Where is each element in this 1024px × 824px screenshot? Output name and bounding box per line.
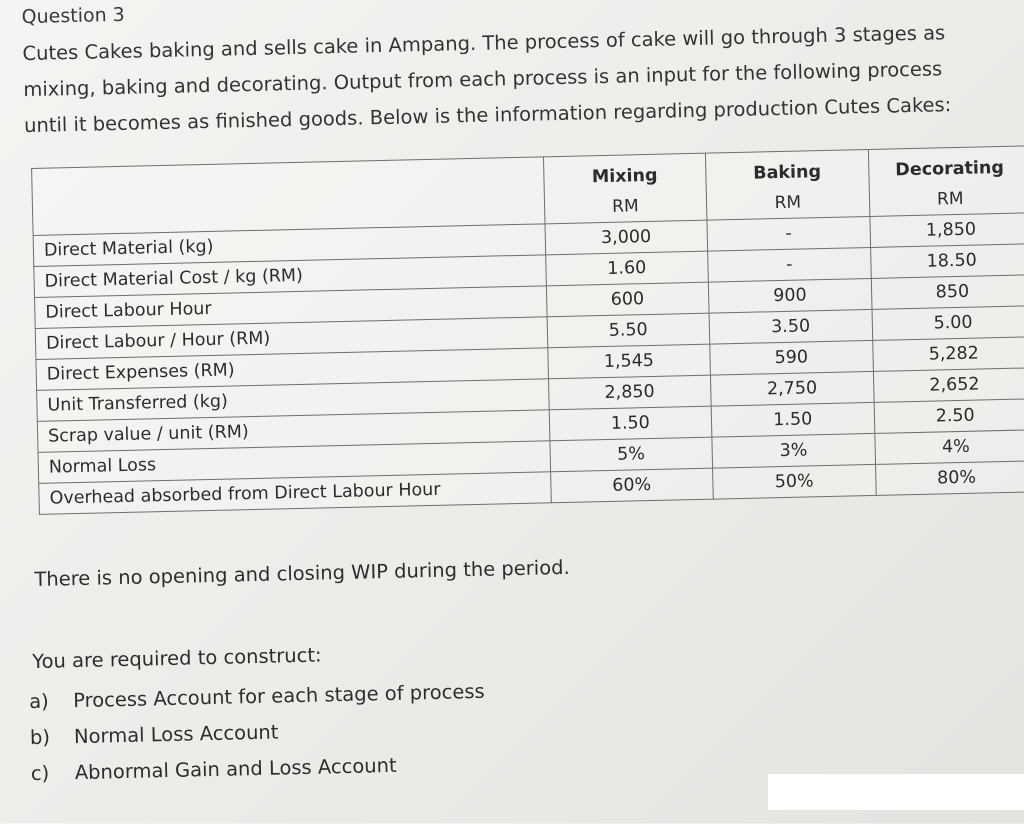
row-label: Normal Loss [38,441,550,484]
baking-value: 3% [712,433,875,468]
row-label: Direct Labour Hour [35,286,547,329]
baking-value: 2,750 [710,371,873,406]
decorating-value: 5,282 [872,337,1024,372]
baking-value: - [708,247,871,282]
decorating-value: 18.50 [870,244,1024,279]
list-item-text: Normal Loss Account [73,720,279,749]
baking-value: 3.50 [709,309,872,344]
intro-paragraph: Cutes Cakes baking and sells cake in Ampang. The process of cake will go through 3 stages as mixing, baking and decorating. Output from each process is an input for the following process until it becomes as finished goods. Below is the information regarding production Cutes Cakes: [22,21,952,138]
requirements-heading: You are required to construct: [32,643,322,674]
header-decorating [868,146,1024,217]
mixing-value: 1.50 [549,406,712,441]
header-baking [705,149,869,220]
list-item-text: Process Account for each stage of process [72,679,485,713]
header-mixing [543,153,707,224]
baking-value: 50% [713,464,876,499]
baking-value: 590 [710,340,873,375]
row-label: Direct Expenses (RM) [36,348,548,391]
mixing-value: 5% [549,437,712,472]
mixing-value: 2,850 [548,375,711,410]
requirements-list [29,674,487,792]
row-label: Unit Transferred (kg) [37,379,549,422]
row-label: Overhead absorbed from Direct Labour Hour [39,472,551,515]
row-label: Direct Material Cost / kg (RM) [34,255,546,298]
list-marker: a) [28,689,50,714]
wip-note: There is no opening and closing WIP during the period. [34,555,570,592]
list-marker: c) [30,761,50,786]
list-item-text: Abnormal Gain and Loss Account [74,753,397,785]
mixing-value: 3,000 [545,220,708,255]
header-baking-unit: RM [774,192,802,214]
header-decorating-name: Decorating [895,157,1005,181]
header-blank-cell [32,157,545,236]
header-mixing-name: Mixing [591,165,658,188]
mixing-value: 5.50 [547,313,710,348]
list-marker: b) [29,725,51,750]
mixing-value: 1.60 [545,251,708,286]
question-title: Question 3 [21,3,125,29]
decorating-value: 5.00 [872,306,1024,341]
decorating-value: 2,652 [873,368,1024,403]
mixing-value: 60% [550,468,713,503]
decorating-value: 4% [874,430,1024,465]
header-decorating-unit: RM [936,188,964,210]
row-label: Scrap value / unit (RM) [37,410,549,453]
decorating-value: 850 [871,275,1024,310]
baking-value: - [707,216,870,251]
row-label: Direct Material (kg) [33,224,545,267]
header-mixing-unit: RM [611,196,639,217]
mixing-value: 600 [546,282,709,317]
decorating-value: 2.50 [874,399,1024,434]
row-label: Direct Labour / Hour (RM) [35,317,547,360]
baking-value: 1.50 [711,402,874,437]
baking-value: 900 [708,278,871,313]
decorating-value: 1,850 [869,213,1024,248]
decorating-value: 80% [875,461,1024,496]
header-baking-name: Baking [753,162,822,184]
redaction-box [768,774,1024,810]
production-data-table [31,145,1024,515]
mixing-value: 1,545 [547,344,710,379]
